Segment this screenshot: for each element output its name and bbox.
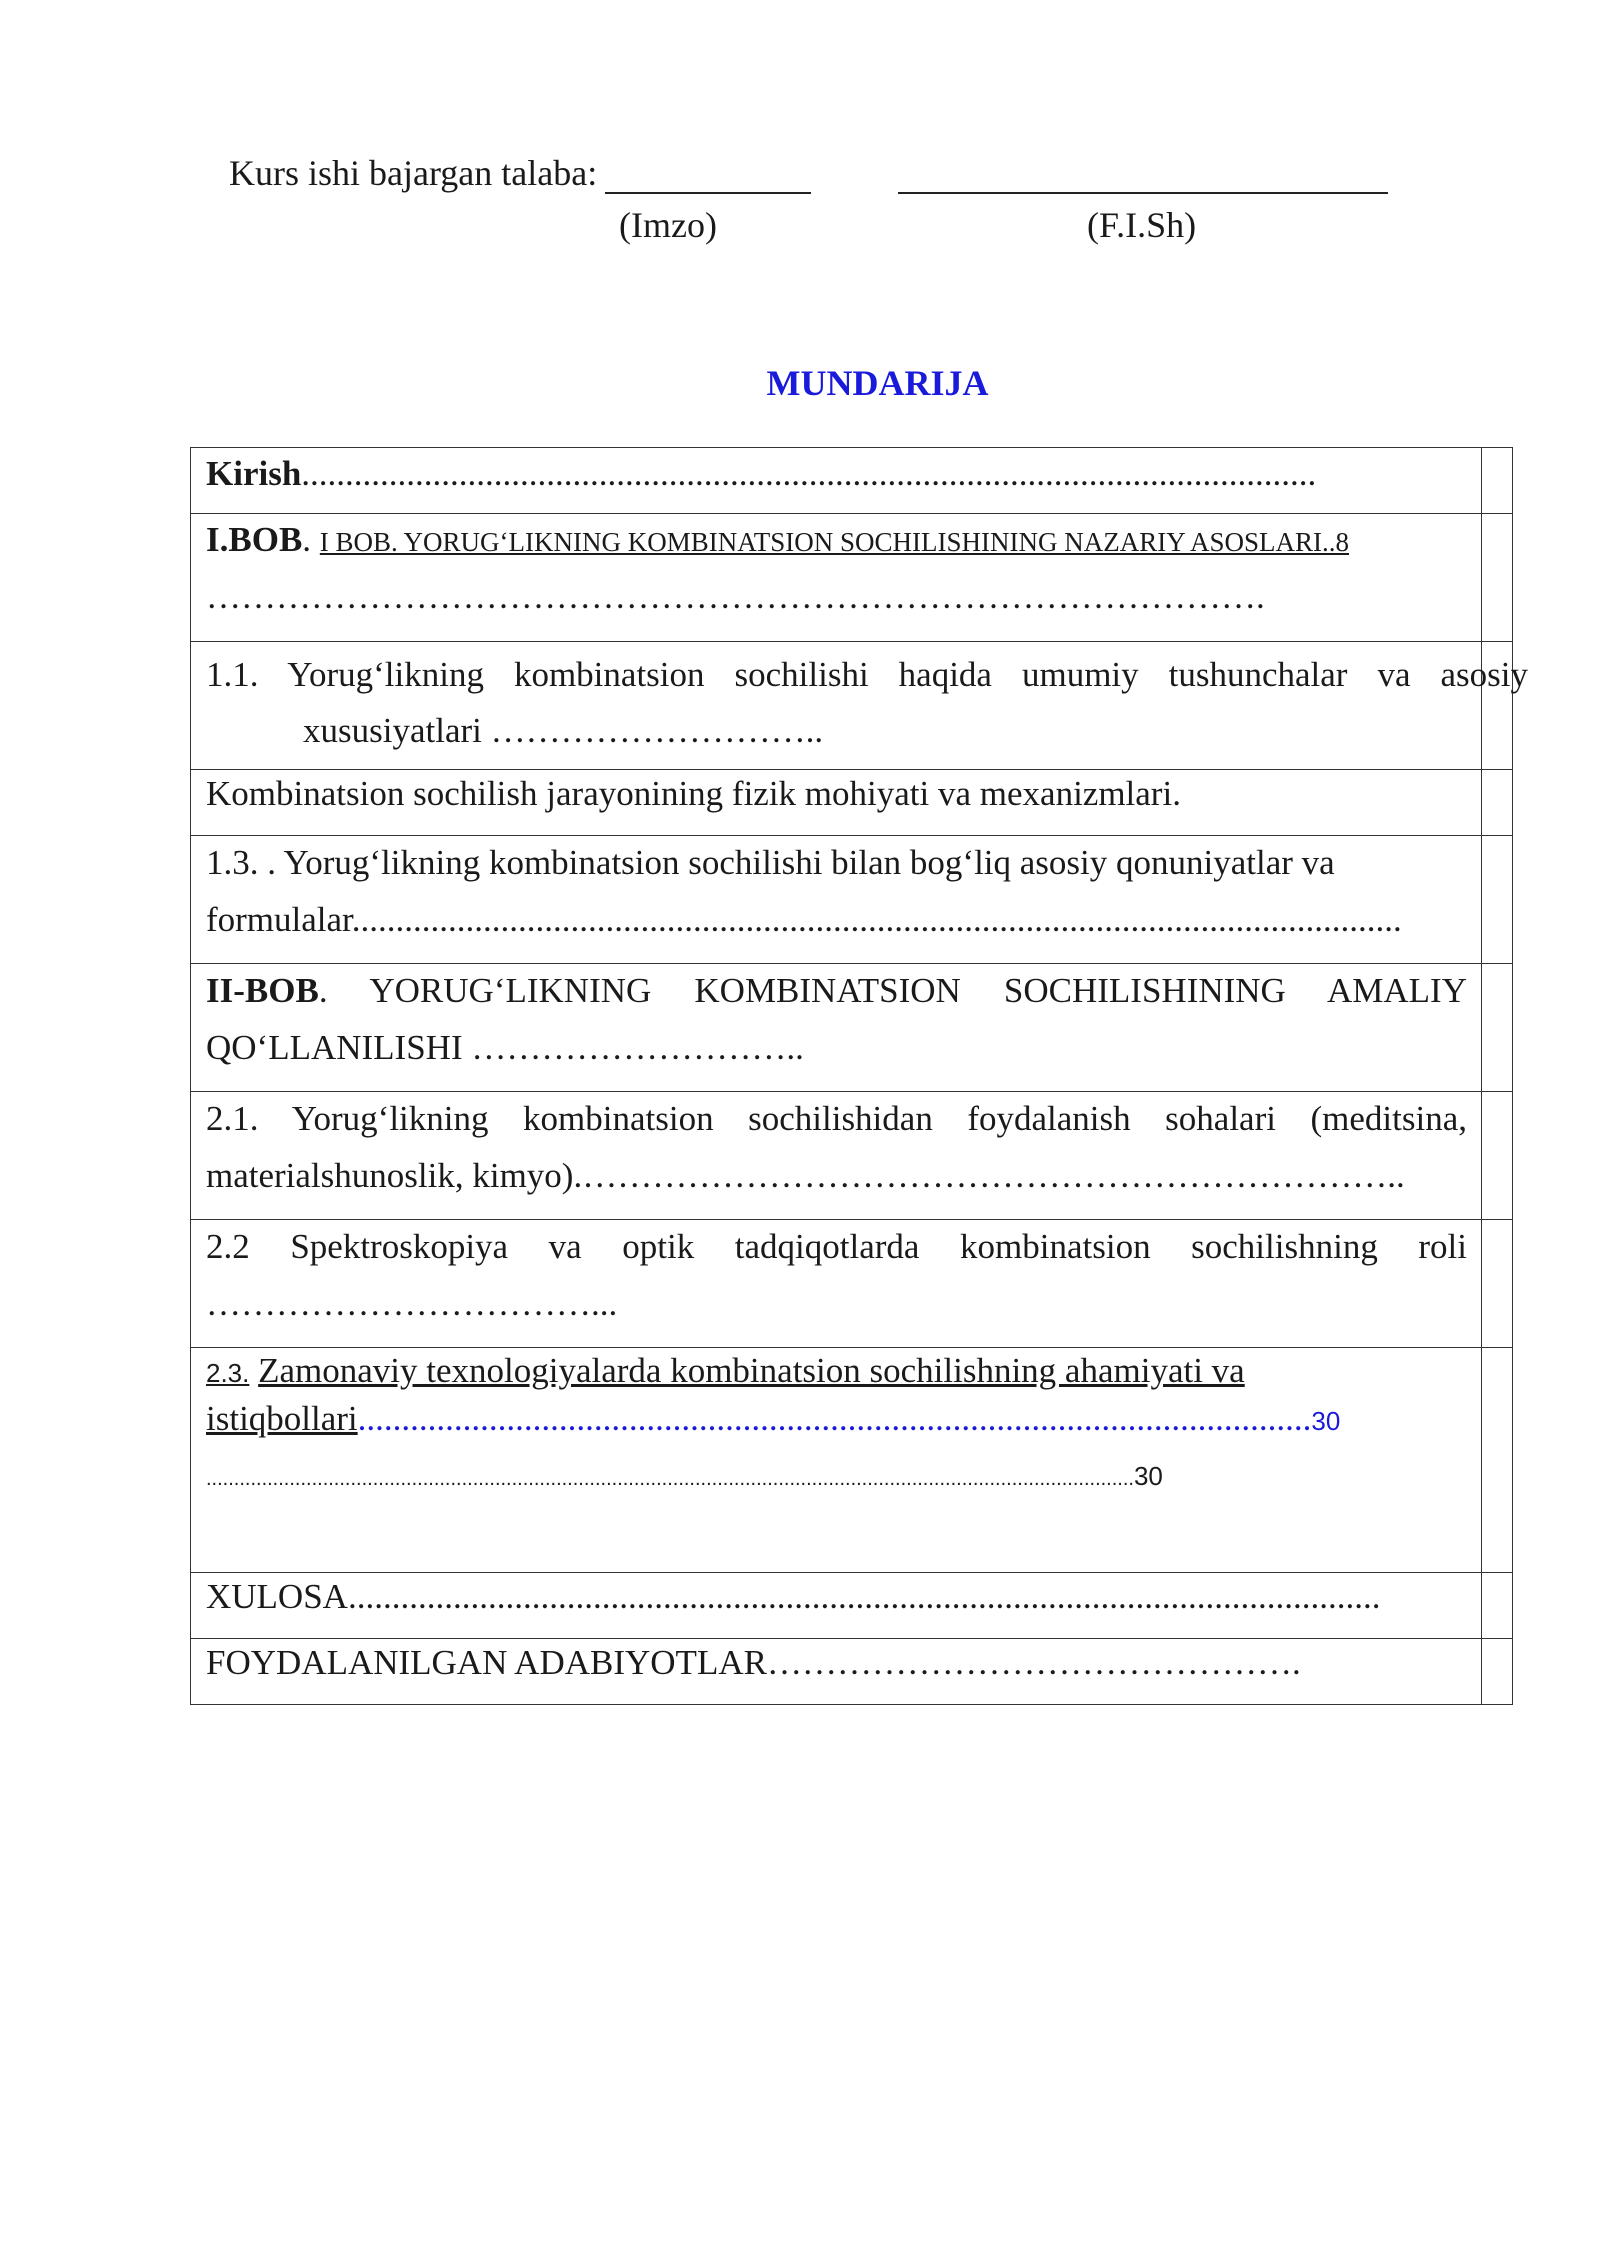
toc-page-cell — [1482, 836, 1513, 964]
toc-row-foydalanilgan — [191, 1639, 1513, 1705]
toc-kirish-dots: .................................................................................................................... — [301, 454, 1317, 493]
toc-bob1-dots: ………………………………………………………………………………. — [206, 577, 1265, 616]
toc-cell-text — [191, 770, 1482, 836]
toc-2-3-line3 — [206, 1444, 1467, 1509]
toc-page-cell — [1482, 1573, 1513, 1639]
toc-bob2-label: II-BOB — [206, 971, 319, 1010]
toc-2-1-line1[interactable]: 2.1. Yorug‘likning kombinatsion sochilishidan foydalanish sohalari (meditsina, — [206, 1099, 1467, 1138]
toc-cell-text — [191, 836, 1482, 964]
toc-page-cell — [1482, 1092, 1513, 1220]
toc-row-2-3 — [191, 1348, 1513, 1573]
toc-bob1-separator: . — [302, 520, 312, 559]
signature-row — [229, 152, 811, 194]
toc-1-1-title: Yorug‘likning kombinatsion sochilishi haqida umumiy tushunchalar va asosiy — [287, 655, 1528, 694]
toc-2-3-page: 30 — [1311, 1406, 1341, 1436]
toc-cell-text — [191, 964, 1482, 1092]
toc-bob1-label: I.BOB — [206, 520, 303, 559]
toc-page-cell — [1482, 1639, 1513, 1705]
toc-page-cell — [1482, 448, 1513, 514]
toc-title: MUNDARIJA — [766, 363, 989, 403]
toc-row-bob1 — [191, 514, 1513, 642]
toc-2-3-page2: 30 — [1133, 1461, 1163, 1491]
toc-1-3-line2: formulalar........................................................................................................................ — [206, 900, 1402, 939]
toc-2-3-line1[interactable] — [206, 1348, 1467, 1396]
toc-1-1-line2: xususiyatlari ……………………….. — [303, 711, 824, 750]
toc-cell-text — [191, 1092, 1482, 1220]
imzo-caption: (Imzo) — [619, 205, 717, 245]
toc-page-cell — [1482, 964, 1513, 1092]
toc-2-3-title: Zamonaviy texnologiyalarda kombinatsion sochilishning ahamiyati va — [258, 1351, 1245, 1390]
toc-row-kirish — [191, 448, 1513, 514]
toc-2-2-line2: ……………………………... — [206, 1284, 618, 1323]
toc-row-1-3 — [191, 836, 1513, 964]
toc-1-3-line1[interactable]: 1.3. . Yorug‘likning kombinatsion sochilishi bilan bog‘liq asosiy qonuniyatlar va — [206, 843, 1335, 882]
toc-page-cell — [1482, 1348, 1513, 1573]
toc-page-cell — [1482, 1220, 1513, 1348]
toc-table — [190, 447, 1528, 1705]
toc-page-cell — [1482, 770, 1513, 836]
toc-2-3-line3-dots: ....................................................................................................................................................................... — [206, 1468, 1134, 1490]
toc-bob2-title: . YORUG‘LIKNING KOMBINATSION SOCHILISHINING AMALIY — [318, 971, 1467, 1010]
toc-foydalanilgan-dots: ………………………………………. — [766, 1643, 1301, 1682]
toc-xulosa-label[interactable]: XULOSA — [206, 1577, 348, 1616]
toc-row-2-1 — [191, 1092, 1513, 1220]
toc-cell-text — [191, 1348, 1482, 1573]
toc-kirish-label[interactable]: Kirish — [206, 454, 302, 493]
toc-cell-text — [191, 642, 1528, 770]
toc-2-3-dots: ............................................................................................................. — [357, 1399, 1312, 1438]
toc-bob1-link[interactable]: I BOB. YORUG‘LIKNING KOMBINATSION SOCHILISHINING NAZARIY ASOSLARI..8 — [319, 527, 1350, 557]
toc-cell-text — [191, 514, 1482, 642]
toc-row-2-2 — [191, 1220, 1513, 1348]
toc-xulosa-dots: ...................................................................................................................... — [347, 1577, 1381, 1616]
toc-2-1-line2: materialshunoslik, kimyo).…………………………………………………………….. — [206, 1156, 1405, 1195]
toc-2-3-title-cont: istiqbollari — [206, 1399, 358, 1438]
toc-1-1-number: 1.1. — [206, 655, 259, 694]
toc-2-3-line2[interactable] — [206, 1396, 1467, 1444]
toc-row-bob2 — [191, 964, 1513, 1092]
toc-cell-text — [191, 1220, 1482, 1348]
toc-page-cell — [1482, 514, 1513, 642]
fish-caption: (F.I.Sh) — [1087, 205, 1197, 245]
toc-cell-text — [191, 1573, 1482, 1639]
toc-row-1-2 — [191, 770, 1513, 836]
toc-cell-text — [191, 448, 1482, 514]
toc-1-2-text[interactable]: Kombinatsion sochilish jarayonining fizik mohiyati va mexanizmlari. — [206, 774, 1181, 813]
toc-2-2-line1[interactable]: 2.2 Spektroskopiya va optik tadqiqotlarda kombinatsion sochilishning roli — [206, 1227, 1467, 1266]
toc-row-1-1 — [191, 642, 1513, 770]
signature-label: Kurs ishi bajargan talaba: — [229, 153, 598, 193]
toc-cell-text — [191, 1639, 1482, 1705]
name-blank-line — [898, 152, 1388, 194]
toc-bob2-line2: QO‘LLANILISHI ……………………….. — [206, 1028, 804, 1067]
toc-2-3-number: 2.3. — [206, 1358, 250, 1388]
toc-row-xulosa — [191, 1573, 1513, 1639]
toc-foydalanilgan-label[interactable]: FOYDALANILGAN ADABIYOTLAR — [206, 1643, 767, 1682]
toc-1-1-line1[interactable] — [206, 642, 1528, 700]
signature-blank-line — [605, 162, 811, 194]
toc-bob2-line1[interactable] — [206, 964, 1467, 1016]
